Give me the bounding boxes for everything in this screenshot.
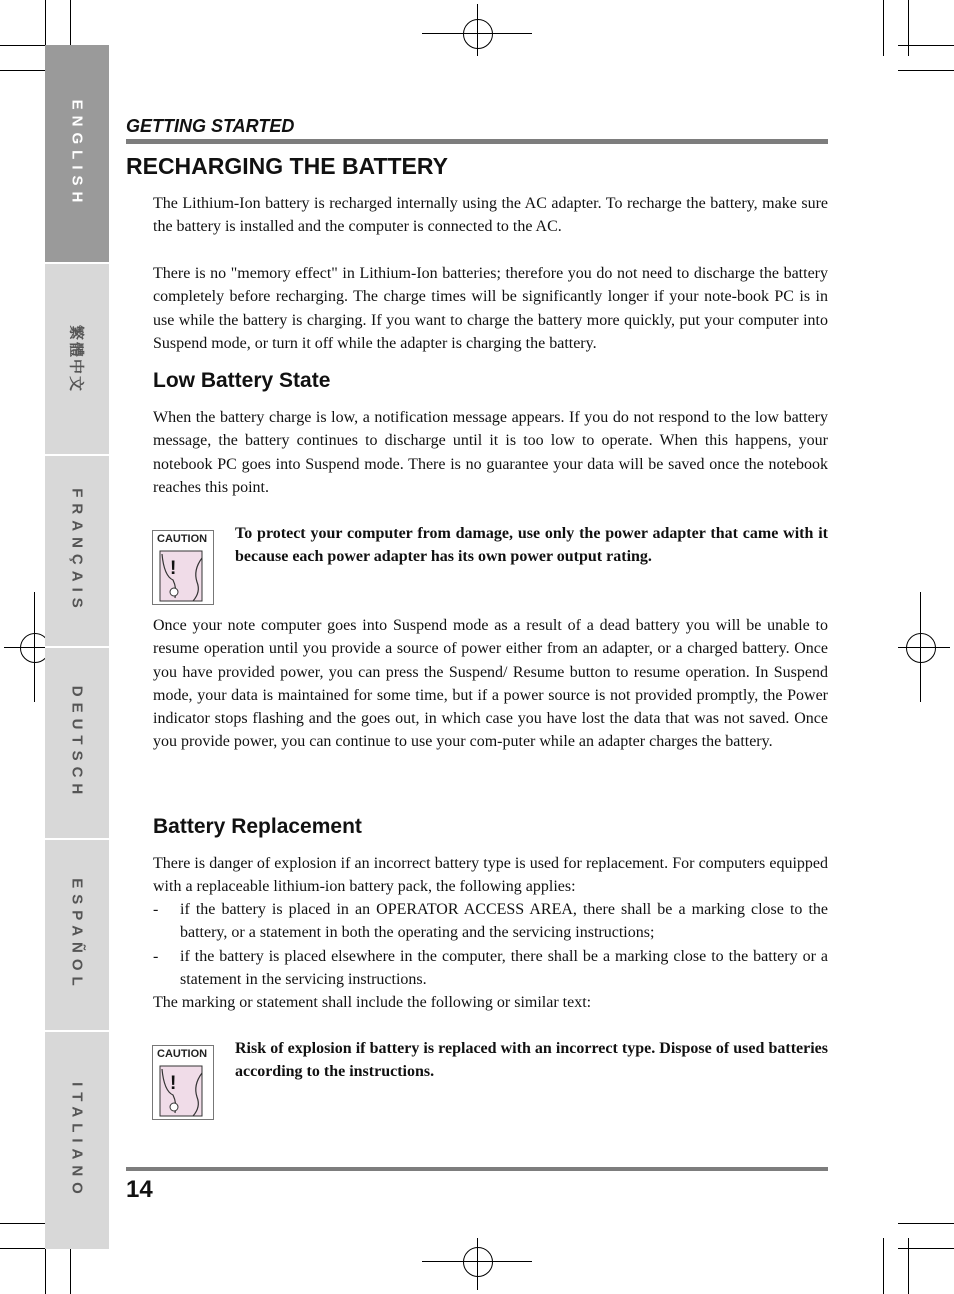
caution-label: CAUTION	[157, 1048, 208, 1060]
caution-icon	[152, 530, 214, 605]
bullet-text: if the battery is placed elsewhere in the computer, there shall be a marking close to the battery or a statement in the servicing instructions.	[180, 947, 828, 988]
footer-rule	[126, 1167, 828, 1171]
replacement-paragraph-2: The marking or statement shall include the following or similar text:	[153, 994, 592, 1011]
running-header: GETTING STARTED	[126, 116, 295, 136]
tab-deutsch[interactable]	[45, 648, 109, 840]
tab-francais-label: FRANÇAIS	[68, 488, 86, 614]
tab-english[interactable]	[45, 45, 109, 264]
intro-paragraph-1: The Lithium-Ion battery is recharged internally using the AC adapter. To recharge the battery, make sure the battery is installed and the computer is connected to the AC.	[153, 195, 828, 236]
tab-francais[interactable]	[45, 456, 109, 648]
page-number: 14	[126, 1176, 153, 1203]
svg-text:!: !	[170, 558, 177, 579]
tab-italiano[interactable]	[45, 1032, 109, 1249]
caution-text-adapter: To protect your computer from damage, use only the power adapter that came with it because each power adapter has its own power output rating.	[235, 525, 828, 566]
replacement-paragraph-1: There is danger of explosion if an incorrect battery type is used for replacement. For computers equipped with a replaceable lithium-ion battery pack, the following applies:	[153, 855, 828, 896]
svg-text:!: !	[170, 1073, 177, 1094]
low-battery-paragraph-2: Once your note computer goes into Suspend mode as a result of a dead battery you will be unable to resume operation until you provide a source of power either from an adapter, or a charged battery. Once you have provided power, you can press the Suspend/ Resume button to resume operation. In Suspend mode, your data is maintained for some time, but if a power source is not provided promptly, the Power indicator stops flashing and the goes out, in which case you have lost the data that was not saved. Once you provide power, you can continue to use your com-puter while an adapter charges the battery.	[153, 617, 828, 751]
warning-figure-icon	[153, 548, 213, 604]
list-item	[153, 898, 828, 945]
language-sidebar	[45, 45, 109, 1249]
caution-label: CAUTION	[157, 533, 208, 545]
battery-replacement-heading: Battery Replacement	[153, 815, 362, 838]
warning-figure-icon	[153, 1063, 213, 1119]
tab-chinese-label: 繁體中文	[67, 324, 85, 394]
caution-text-explosion: Risk of explosion if battery is replaced with an incorrect type. Dispose of used batteries according to the instructions.	[235, 1040, 828, 1081]
replacement-bullet-list	[153, 898, 828, 991]
tab-italiano-label: ITALIANO	[68, 1081, 86, 1200]
bullet-text: if the battery is placed in an OPERATOR ACCESS AREA, there shall be a marking close to the battery, or a statement in both the operating and the servicing instructions;	[180, 901, 828, 942]
bullet-dash: -	[153, 947, 159, 965]
tab-english-label: ENGLISH	[68, 99, 86, 208]
intro-paragraph-2: There is no "memory effect" in Lithium-Ion batteries; therefore you do not need to discharge the battery completely before recharging. The charge times will be significantly longer if your note-book PC is in use while the battery is charging. If you want to charge the battery more quickly, put your computer into Suspend mode, or turn it off while the adapter is charging the battery.	[153, 265, 828, 352]
bullet-dash: -	[153, 901, 159, 918]
tab-deutsch-label: DEUTSCH	[68, 685, 86, 801]
list-item	[153, 945, 828, 992]
section-title: RECHARGING THE BATTERY	[126, 153, 448, 179]
tab-espanol[interactable]	[45, 840, 109, 1032]
tab-chinese[interactable]	[45, 264, 109, 456]
low-battery-heading: Low Battery State	[153, 369, 331, 392]
low-battery-paragraph-1: When the battery charge is low, a notification message appears. If you do not respond to the low battery message, the battery continues to discharge until it is too low to operate. When this happens, your notebook PC goes into Suspend mode. There is no guarantee your data will be saved once the notebook reaches this point.	[153, 409, 828, 496]
header-rule	[126, 139, 828, 144]
caution-icon	[152, 1045, 214, 1120]
tab-espanol-label: ESPAÑOL	[68, 878, 86, 992]
